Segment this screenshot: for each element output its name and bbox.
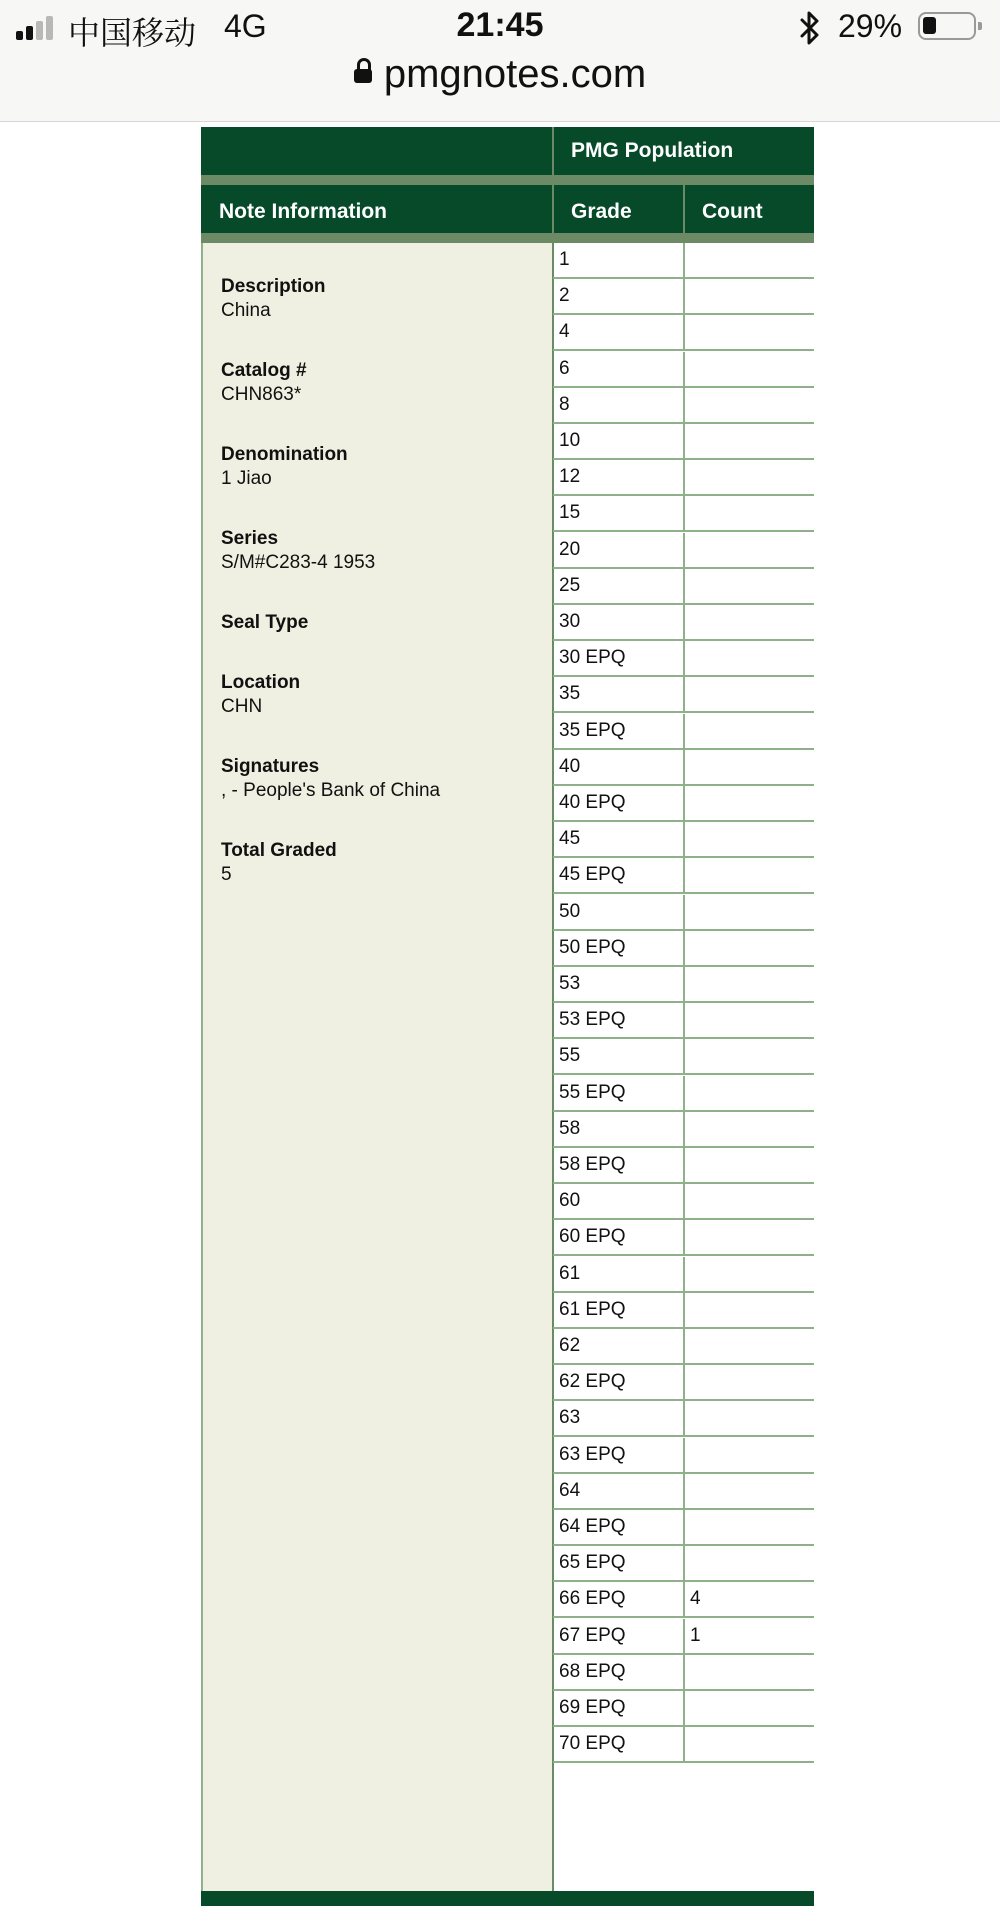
grade-cell: 69 EPQ: [559, 1697, 626, 1718]
grade-cell: 35: [559, 683, 581, 705]
cell-divider: [683, 1220, 685, 1254]
cell-divider: [683, 1184, 685, 1218]
field-label: Catalog #: [221, 360, 307, 381]
table-row: [553, 641, 814, 677]
info-field: [221, 275, 326, 323]
grade-cell: 62: [559, 1335, 581, 1356]
status-time: 21:45: [456, 6, 544, 44]
grade-cell: 30 EPQ: [559, 647, 626, 669]
grade-cell: 55: [559, 1045, 581, 1067]
lock-icon: [354, 69, 372, 83]
battery-icon: [918, 12, 976, 40]
table-row: [553, 1148, 814, 1184]
cell-divider: [683, 1003, 685, 1037]
field-value: 5: [221, 864, 232, 885]
population-header-row: [201, 127, 814, 175]
address-bar[interactable]: [0, 52, 1000, 97]
table-row: [553, 1401, 814, 1437]
grade-cell: 61: [559, 1262, 581, 1284]
field-value: 1 Jiao: [221, 468, 272, 489]
table-row: [553, 1076, 814, 1112]
table-row: [553, 967, 814, 1003]
table-row: [553, 279, 814, 315]
field-label: Series: [221, 528, 279, 549]
grade-cell: 65 EPQ: [559, 1552, 626, 1574]
info-field: [221, 443, 348, 491]
grade-cell: 70 EPQ: [559, 1733, 626, 1755]
count-cell: 1: [690, 1624, 701, 1646]
grade-cell: 40 EPQ: [559, 792, 626, 813]
table-row: [553, 315, 814, 351]
table-row: [553, 496, 814, 532]
grade-cell: 55 EPQ: [559, 1081, 626, 1103]
table-row: [553, 858, 814, 894]
grade-cell: 1: [559, 249, 570, 270]
grade-cell: 63: [559, 1407, 581, 1429]
carrier-name: 中国移动: [68, 15, 197, 51]
grade-cell: 58: [559, 1117, 581, 1139]
grade-cell: 60: [559, 1190, 581, 1212]
field-label: Denomination: [221, 444, 348, 465]
table-row: [553, 1438, 814, 1474]
grade-cell: 68 EPQ: [559, 1660, 626, 1682]
grade-cell: 64 EPQ: [559, 1516, 626, 1537]
grade-cell: 53 EPQ: [559, 1009, 626, 1031]
cell-divider: [683, 1582, 685, 1616]
field-value: , - People's Bank of China: [221, 780, 441, 801]
grade-cell: 63 EPQ: [559, 1443, 626, 1465]
cell-divider: [683, 858, 685, 892]
status-bar: [0, 0, 1000, 56]
table-row: [553, 750, 814, 786]
table-row: [553, 714, 814, 750]
table-row: [553, 1619, 814, 1655]
grade-cell: 50 EPQ: [559, 936, 626, 958]
cell-divider: [683, 1619, 685, 1653]
cell-divider: [683, 460, 685, 494]
field-value: CHN863*: [221, 384, 302, 405]
field-label: Description: [221, 276, 326, 297]
info-field: [221, 527, 375, 575]
note-info-header: Note Information: [219, 200, 387, 223]
cell-divider: [683, 895, 685, 929]
cell-divider: [683, 243, 685, 277]
cell-divider: [683, 1401, 685, 1435]
table-row: [553, 895, 814, 931]
grade-cell: 6: [559, 357, 570, 379]
cell-divider: [683, 1148, 685, 1182]
grade-cell: 20: [559, 538, 581, 560]
cell-divider: [683, 750, 685, 784]
table-row: [553, 1329, 814, 1365]
cell-divider: [683, 605, 685, 639]
cell-divider: [683, 1365, 685, 1399]
table-row: [553, 1184, 814, 1220]
cell-divider: [683, 786, 685, 820]
info-field: [221, 755, 440, 803]
grade-cell: 64: [559, 1479, 581, 1501]
cell-divider: [683, 1510, 685, 1544]
info-field: [221, 839, 337, 887]
browser-chrome: [0, 0, 1000, 122]
header-divider: [201, 175, 814, 185]
column-header-row: [201, 185, 814, 233]
cell-divider: [683, 388, 685, 422]
cell-divider: [683, 1039, 685, 1073]
info-field: [221, 671, 300, 719]
cell-divider: [683, 677, 685, 711]
count-header: Count: [702, 200, 763, 223]
table-row: [553, 1727, 814, 1763]
grade-cell: 66 EPQ: [559, 1588, 626, 1610]
table-row: [553, 424, 814, 460]
network-type: 4G: [224, 8, 267, 44]
table-footer: [201, 1891, 814, 1906]
cell-divider: [683, 352, 685, 386]
cell-divider: [683, 1257, 685, 1291]
grade-cell: 30: [559, 611, 581, 632]
cell-divider: [683, 931, 685, 965]
info-field: [221, 359, 307, 407]
cell-divider: [683, 967, 685, 1001]
battery-level: [923, 17, 936, 34]
grade-cell: 45 EPQ: [559, 864, 626, 886]
field-label: Signatures: [221, 756, 320, 777]
table-row: [553, 1365, 814, 1401]
table-row: [553, 533, 814, 569]
cell-divider: [683, 1438, 685, 1472]
cell-divider: [683, 1329, 685, 1363]
grade-cell: 35 EPQ: [559, 719, 626, 741]
table-row: [553, 1257, 814, 1293]
table-row: [553, 1510, 814, 1546]
cell-divider: [683, 1474, 685, 1508]
table-row: [553, 1003, 814, 1039]
field-value: S/M#C283-4 1953: [221, 552, 376, 573]
field-label: Location: [221, 672, 301, 693]
field-value: China: [221, 300, 271, 321]
cell-divider: [683, 569, 685, 603]
grade-cell: 8: [559, 393, 570, 415]
grade-cell: 61 EPQ: [559, 1298, 626, 1320]
table-row: [553, 822, 814, 858]
battery-percent: 29%: [838, 8, 903, 44]
grade-cell: 45: [559, 828, 581, 850]
population-header: PMG Population: [571, 139, 734, 162]
cell-divider: [683, 496, 685, 530]
grade-cell: 53: [559, 973, 581, 994]
table-row: [553, 786, 814, 822]
cell-divider: [683, 1076, 685, 1110]
table-row: [553, 569, 814, 605]
table-row: [553, 1582, 814, 1618]
cell-divider: [683, 279, 685, 313]
cell-divider: [683, 714, 685, 748]
table-row: [553, 677, 814, 713]
table-row: [553, 1691, 814, 1727]
field-label: Seal Type: [221, 612, 309, 633]
table-row: [553, 1546, 814, 1582]
grade-cell: 40: [559, 755, 581, 777]
cell-divider: [683, 1691, 685, 1725]
table-row: [553, 931, 814, 967]
cell-divider: [683, 424, 685, 458]
cell-divider: [683, 822, 685, 856]
grade-cell: 58 EPQ: [559, 1154, 626, 1175]
table-row: [553, 1474, 814, 1510]
grade-header: Grade: [571, 200, 632, 223]
cell-divider: [683, 533, 685, 567]
table-row: [553, 1293, 814, 1329]
cell-divider: [683, 641, 685, 675]
grade-cell: 60 EPQ: [559, 1226, 626, 1248]
cell-divider: [683, 1293, 685, 1327]
grade-cell: 4: [559, 321, 570, 343]
cell-divider: [683, 1655, 685, 1689]
table-row: [553, 460, 814, 496]
field-label: Total Graded: [221, 840, 337, 861]
count-cell: 4: [690, 1588, 701, 1610]
table-row: [553, 1112, 814, 1148]
grade-cell: 10: [559, 430, 581, 451]
table-row: [553, 243, 814, 279]
column-divider: [683, 175, 685, 243]
table-row: [553, 352, 814, 388]
grade-cell: 15: [559, 502, 581, 524]
bluetooth-icon: [798, 10, 822, 46]
grade-cell: 62 EPQ: [559, 1371, 626, 1393]
header-divider: [201, 233, 814, 243]
cell-divider: [683, 1727, 685, 1761]
grade-cell: 50: [559, 900, 581, 922]
cell-divider: [683, 1112, 685, 1146]
grade-cell: 25: [559, 574, 581, 596]
table-row: [553, 1039, 814, 1075]
table-row: [553, 388, 814, 424]
cell-divider: [683, 1546, 685, 1580]
cell-divider: [683, 315, 685, 349]
field-value: CHN: [221, 696, 263, 717]
note-info-panel: [201, 243, 552, 1891]
url-text: pmgnotes.com: [383, 52, 647, 96]
info-field: [221, 611, 308, 635]
table-row: [553, 605, 814, 641]
grade-cell: 2: [559, 285, 570, 307]
grade-cell: 67 EPQ: [559, 1624, 626, 1646]
table-row: [553, 1220, 814, 1256]
grade-cell: 12: [559, 466, 581, 488]
table-row: [553, 1655, 814, 1691]
